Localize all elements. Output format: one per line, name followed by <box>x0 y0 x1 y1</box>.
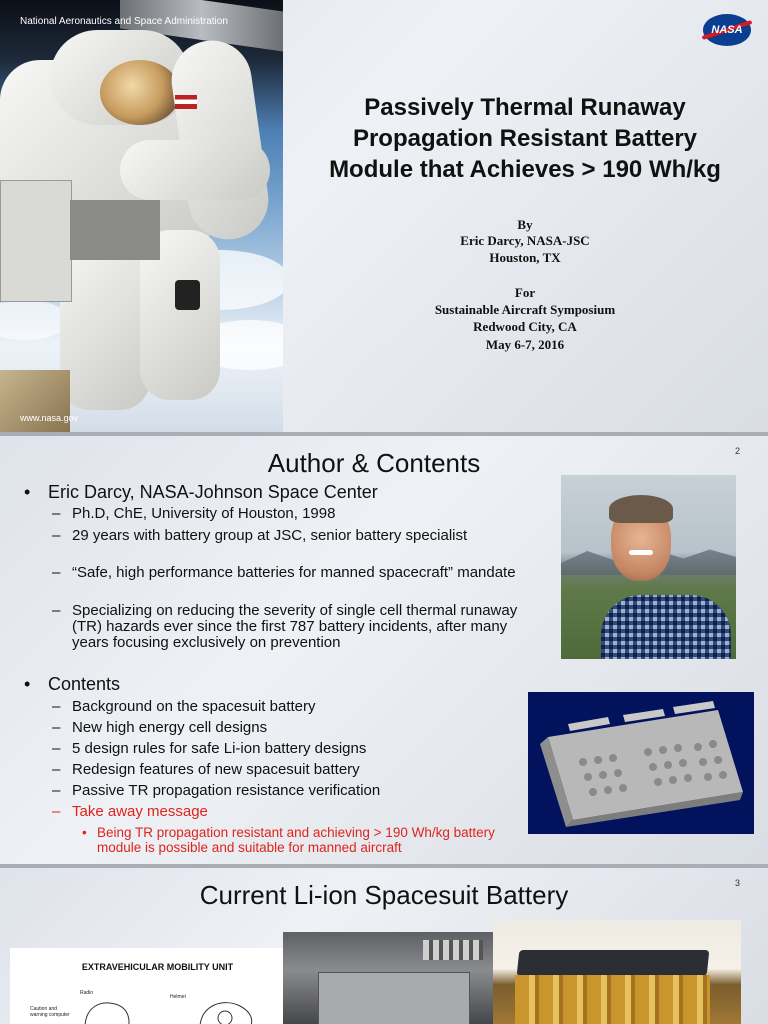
title-line: Propagation Resistant Battery <box>352 125 698 152</box>
astronaut-photo <box>0 0 283 432</box>
website-caption: www.nasa.gov <box>20 413 79 423</box>
list-item: – New high energy cell designs <box>52 719 268 736</box>
list-item: – “Safe, high performance batteries for manned spacecraft” mandate <box>52 564 516 581</box>
slide-title <box>300 92 750 185</box>
page-number: 2 <box>734 446 740 456</box>
for-label: For <box>514 285 536 300</box>
event-location: Redwood City, CA <box>473 319 577 334</box>
list-item-takeaway: – Take away message <box>52 803 208 820</box>
list-item: – Ph.D, ChE, University of Houston, 1998 <box>52 505 336 522</box>
list-item: – 29 years with battery group at JSC, senior battery specialist <box>52 527 468 544</box>
list-item: – Specializing on reducing the severity of single cell thermal runaway (TR) hazards ever since the first 787 battery incidents, after many years focusing exclusively on prevention <box>52 602 518 651</box>
diagram-title: EXTRAVEHICULAR MOBILITY UNIT <box>81 962 234 972</box>
diagram-label: Radio <box>80 990 94 996</box>
page-number: 3 <box>734 878 740 888</box>
spacesuit-battery-slide <box>0 868 768 1024</box>
author-contents-slide <box>0 436 768 864</box>
bullet-author: • Eric Darcy, NASA-Johnson Space Center <box>24 482 378 502</box>
author-portrait <box>561 475 736 659</box>
diagram-label: Caution and warning computer <box>30 1006 70 1018</box>
battery-module-cad-image <box>528 692 754 834</box>
title-slide <box>0 0 768 432</box>
battery-hardware-photo <box>283 932 493 1024</box>
slide-title: Author & Contents <box>267 448 481 478</box>
list-item: – Background on the spacesuit battery <box>52 698 316 715</box>
agency-caption: National Aeronautics and Space Administration <box>20 16 228 27</box>
logo-text: NASA <box>711 24 743 36</box>
event-name: Sustainable Aircraft Symposium <box>434 302 616 317</box>
list-item: – Passive TR propagation resistance verification <box>52 782 381 799</box>
event-date: May 6-7, 2016 <box>485 337 565 352</box>
title-line: Passively Thermal Runaway <box>364 94 686 121</box>
slide-title: Current Li-ion Spacesuit Battery <box>199 880 569 910</box>
author-name: Eric Darcy, NASA-JSC <box>460 233 590 248</box>
nasa-logo <box>703 14 751 46</box>
list-item: – 5 design rules for safe Li-ion battery designs <box>52 740 367 757</box>
title-line: Module that Achieves > 190 Wh/kg <box>329 156 721 183</box>
diagram-label: Helmet <box>170 994 186 1000</box>
list-item: – Redesign features of new spacesuit battery <box>52 761 360 778</box>
by-label: By <box>517 217 533 232</box>
takeaway-subbullet: • Being TR propagation resistant and achieving > 190 Wh/kg battery module is possible and suitable for manned aircraft <box>82 825 495 855</box>
emu-diagram <box>10 948 305 1024</box>
author-location: Houston, TX <box>489 250 561 265</box>
battery-cells-photo <box>493 920 741 1024</box>
bullet-contents: • Contents <box>24 674 120 694</box>
